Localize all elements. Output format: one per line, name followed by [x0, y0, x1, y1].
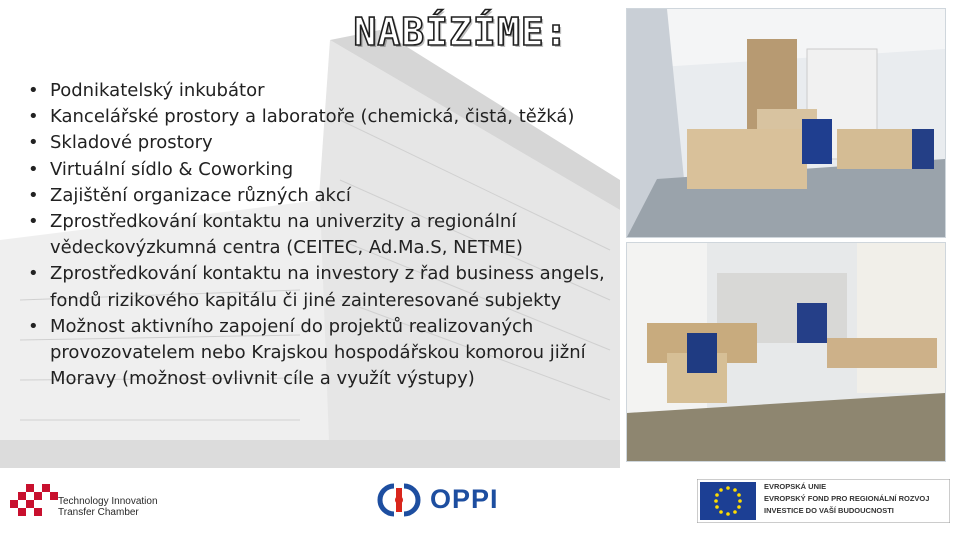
eu-logo-text: [764, 481, 929, 517]
list-item: • Virtuální sídlo & Coworking: [22, 157, 622, 183]
oppi-logo-icon: [376, 482, 422, 518]
ttc-line-1: Technology Innovation: [58, 496, 158, 507]
page-title: NABÍZÍME:: [353, 10, 569, 54]
eu-line-2: EVROPSKÝ FOND PRO REGIONÁLNÍ ROZVOJ: [764, 494, 930, 503]
ttc-line-2: Transfer Chamber: [58, 507, 139, 518]
ttc-logo-text: [58, 496, 158, 518]
list-item: • Podnikatelský inkubátor: [22, 78, 622, 104]
eu-line-3: INVESTICE DO VAŠÍ BUDOUCNOSTI: [764, 506, 894, 515]
office-photo-1: [626, 8, 946, 238]
list-item: • Možnost aktivního zapojení do projektů realizovaných provozovatelem nebo Krajskou hospodářskou komorou jižní Moravy (možnost ovlivnit cíle a využít výstupy): [22, 314, 622, 393]
list-item: • Zajištění organizace různých akcí: [22, 183, 622, 209]
list-item: • Skladové prostory: [22, 130, 622, 156]
oppi-logo-text: OPPI: [430, 484, 499, 514]
offer-list: [22, 78, 622, 392]
office-photo-2: [626, 242, 946, 462]
eu-line-1: EVROPSKÁ UNIE: [764, 482, 827, 491]
list-item: • Zprostředkování kontaktu na investory z řad business angels, fondů rizikového kapitálu či jiné zainteresované subjekty: [22, 261, 622, 313]
ttc-logo-icon: [10, 478, 58, 522]
list-item: • Kancelářské prostory a laboratoře (chemická, čistá, těžká): [22, 104, 622, 130]
list-item: • Zprostředkování kontaktu na univerzity a regionální vědeckovýzkumná centra (CEITEC, Ad.Ma.S, NETME): [22, 209, 622, 261]
